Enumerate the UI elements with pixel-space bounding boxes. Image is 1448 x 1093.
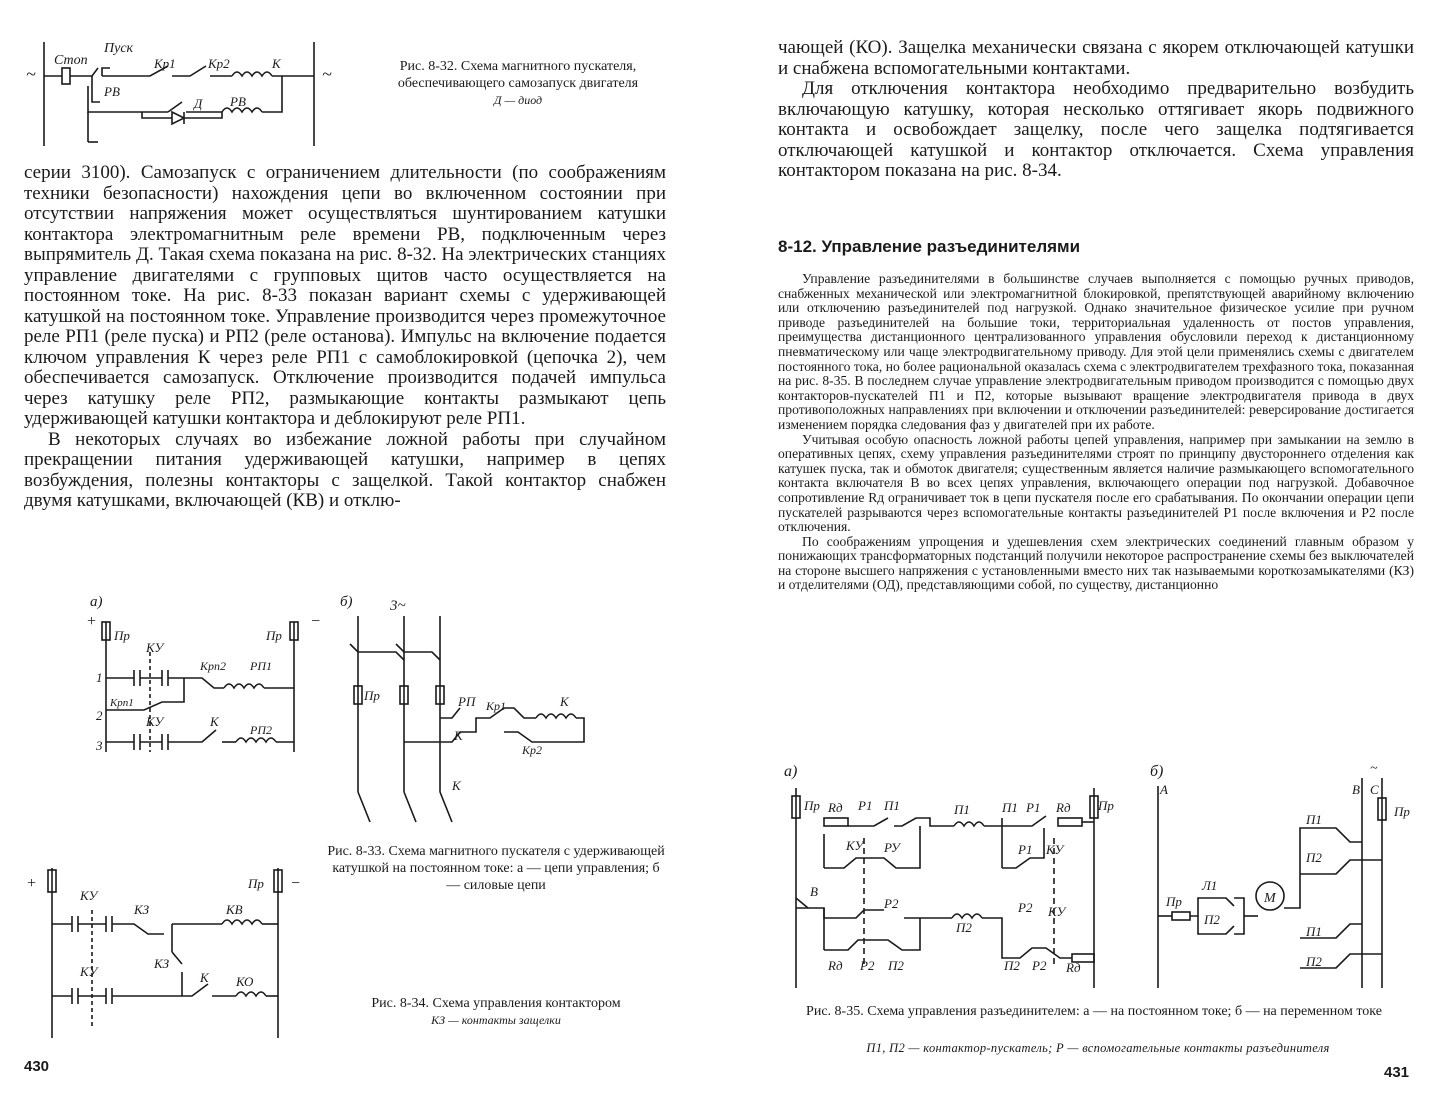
label-a: А bbox=[1160, 782, 1168, 797]
label-kz2: КЗ bbox=[154, 956, 170, 971]
label-kz1: КЗ bbox=[134, 902, 150, 917]
label-p1b: П1 bbox=[1306, 924, 1322, 939]
label-p1a: П1 bbox=[1306, 812, 1322, 827]
tilde-right: ~ bbox=[322, 64, 332, 84]
fig-8-33a-diagram bbox=[84, 592, 324, 762]
label-tilde: ~ bbox=[1370, 761, 1378, 776]
label-k-lower: К bbox=[452, 778, 461, 793]
label-l1: Л1 bbox=[1202, 878, 1218, 893]
label-pr-left: Пр bbox=[114, 628, 130, 643]
label-rd2: Rд bbox=[1056, 800, 1071, 815]
fig-8-35a-diagram bbox=[784, 758, 1114, 994]
panel-a-label: а) bbox=[784, 763, 798, 780]
label-rp1: РП1 bbox=[250, 659, 272, 673]
label-p2c: Р2 bbox=[860, 958, 875, 973]
label-v: В bbox=[810, 884, 818, 899]
label-pr-left: Пр bbox=[1166, 894, 1182, 909]
label-kp1: Кр1 bbox=[486, 699, 506, 713]
fig-8-34-diagram bbox=[22, 858, 312, 1044]
label-p2d: Р2 bbox=[1032, 958, 1047, 973]
label-rp2: РП2 bbox=[250, 723, 272, 737]
phase-label: 3~ bbox=[390, 598, 406, 614]
label-p1c: Р1 bbox=[1018, 842, 1033, 857]
label-ku1: КУ bbox=[146, 640, 164, 655]
label-kp2: Кр2 bbox=[522, 743, 542, 757]
node-3: 3 bbox=[96, 738, 103, 753]
label-start: Пуск bbox=[104, 41, 134, 56]
label-ko: КО bbox=[236, 974, 254, 989]
label-ku3: КУ bbox=[1048, 904, 1066, 919]
label-pp2c: П2 bbox=[1004, 958, 1020, 973]
fig-8-35-note: П1, П2 — контактор-пускатель; Р — вспомогательные контакты разъединителя bbox=[866, 1041, 1330, 1055]
left-paragraph-1: серии 3100). Самозапуск с ограничением длительности (по соображениям техники безопасности) нахождения цепи во включенном состоянии при отсутствии напряжения может осуществляться шунтированием катушки контактора электромагнитным реле времени РВ, подключенным через выпрямитель Д. Такая схема показана на рис. 8-32. На электрических станциях управление двигателями с групповых щитов часто осуществляется на постоянном токе. На рис. 8-33 показан вариант схемы с удерживающей катушкой на постоянном токе. Управление производится через промежуточное реле РП1 (реле пуска) и РП2 (реле останова). Импульс на включение подается ключом управления К через реле РП1 с самоблокировкой (цепочка 2), чем обеспечивается самозапуск. Отключение производится подачей импульса через катушку реле РП2, размыкающие контакты размыкают цепь удерживающей катушки контактора и деблокируют реле РП1. bbox=[24, 162, 666, 429]
fig-8-34-note: КЗ — контакты защелки bbox=[431, 1013, 561, 1027]
label-rv2: РВ bbox=[230, 94, 246, 109]
panel-b-label: б) bbox=[340, 594, 353, 610]
label-pr-left: Пр bbox=[804, 798, 820, 813]
small-paragraph-2: Учитывая особую опасность ложной работы цепей управления, например при замыкании на землю в оперативных цепях, схему управления разъединителями строят по принципу двустороннего отделения как катушек пуска, так и обмоток двигателя; существенным является наличие размыкающего вспомогательного контакта включателя В во всех цепях управления, включающего операции под нагрузкой. Добавочное сопротивление Rд ограничивает ток в цепи пускателя после его срабатывания. По окончании операции цепи пускателей разрываются через вспомогательные контакты разъединителей Р1 после включения и Р2 после отключения. bbox=[778, 431, 1414, 535]
left-body-text bbox=[24, 163, 666, 512]
right-paragraph-2: Для отключения контактора необходимо предварительно возбудить включающую катушку, которая несколько оттягивает якорь подвижного контакта и освобождает защелку, после чего защелка подтягивается отключающей катушкой и контактор отключается. Схема управления контактором показана на рис. 8-34. bbox=[778, 78, 1414, 181]
label-pp2b: П2 bbox=[888, 958, 904, 973]
label-kp1: Кр1 bbox=[154, 56, 176, 71]
plus-sign: + bbox=[26, 875, 37, 892]
right-small-text bbox=[778, 272, 1414, 593]
node-2: 2 bbox=[96, 708, 103, 723]
label-pp1b: П1 bbox=[954, 802, 970, 817]
label-rp: РП bbox=[458, 694, 476, 709]
label-k: К bbox=[272, 56, 281, 71]
fig-8-33b-diagram bbox=[336, 592, 606, 822]
fig-8-34-caption: Рис. 8-34. Схема управления контактором КЗ — контакты защелки bbox=[326, 995, 666, 1029]
fig-8-35-caption: Рис. 8-35. Схема управления разъединителем: а — на постоянном токе; б — на переменном токе bbox=[806, 1004, 1382, 1019]
label-p1b: Р1 bbox=[1026, 800, 1041, 815]
label-k-contact: К bbox=[454, 728, 463, 743]
label-pr-right: Пр bbox=[1394, 804, 1410, 819]
label-p2b: П2 bbox=[1306, 954, 1322, 969]
label-ku2: КУ bbox=[146, 714, 164, 729]
label-p2a: П2 bbox=[1306, 850, 1322, 865]
label-kv: КВ bbox=[226, 902, 243, 917]
right-page bbox=[724, 0, 1448, 1093]
label-rv1: РВ bbox=[104, 84, 120, 99]
label-pr-right: Пр bbox=[1098, 798, 1114, 813]
label-kpp2: Крп2 bbox=[200, 659, 226, 673]
label-pp1c: П1 bbox=[1002, 800, 1018, 815]
label-pp2a: П2 bbox=[956, 920, 972, 935]
label-p1a: Р1 bbox=[858, 798, 873, 813]
label-c: С bbox=[1370, 782, 1379, 797]
fig-8-32-caption: Рис. 8-32. Схема магнитного пускателя, обеспечивающего самозапуск двигателя Д — диод bbox=[370, 58, 666, 109]
minus-sign: − bbox=[310, 613, 321, 630]
label-ku2: КУ bbox=[1046, 842, 1064, 857]
fig-8-33-caption: Рис. 8-33. Схема магнитного пускателя с удерживающей катушкой на постоянном токе: а — цепи управления; б — силовые цепи bbox=[327, 844, 665, 893]
fig-8-32-diagram bbox=[22, 38, 362, 150]
node-1: 1 bbox=[96, 670, 103, 685]
left-paragraph-2: В некоторых случаях во избежание ложной работы при случайном прекращении питания удерживающей катушки, например в цепях возбуждения, полезны контакторы с защелкой. Такой контактор снабжен двумя катушками, включающей (КВ) и отклю- bbox=[24, 428, 666, 511]
label-pr-right: Пр bbox=[266, 628, 282, 643]
label-ku2: КУ bbox=[80, 964, 98, 979]
right-body-text bbox=[778, 38, 1414, 182]
label-k: К bbox=[210, 714, 219, 729]
label-p2: П2 bbox=[1204, 912, 1220, 927]
label-stop: Стоп bbox=[54, 53, 88, 68]
label-d: Д bbox=[194, 96, 203, 111]
label-p2a: Р2 bbox=[884, 896, 899, 911]
label-k: К bbox=[200, 970, 209, 985]
fig-8-35b-diagram bbox=[1150, 758, 1410, 994]
tilde-left: ~ bbox=[26, 64, 36, 84]
label-kp2: Кр2 bbox=[208, 56, 230, 71]
right-paragraph-1: чающей (КО). Защелка механически связана с якорем отключающей катушки и снабжена вспомогательными контактами. bbox=[778, 37, 1414, 79]
label-p2b: Р2 bbox=[1018, 900, 1033, 915]
small-paragraph-3: По соображениям упрощения и удешевления схем электрических соединений главным образом у понижающих трансформаторных подстанций получили некоторое распространение схемы без выключателей на стороне высшего напряжения с установленными вместо них так называемыми короткозамыкателями (КЗ) и отделителями (ОД), представляющими собой, по существу, дистанционно bbox=[778, 533, 1414, 593]
label-rd4: Rд bbox=[1066, 960, 1081, 975]
plus-sign: + bbox=[86, 613, 97, 630]
panel-a-label: а) bbox=[90, 594, 103, 610]
motor-label: М bbox=[1264, 891, 1276, 906]
minus-sign: − bbox=[290, 875, 301, 892]
label-kpp1: Крп1 bbox=[110, 697, 134, 709]
small-paragraph-1: Управление разъединителями в большинстве случаев выполняется с помощью ручных приводов, снабженных механической или электромагнитной блокировкой, препятствующей аварийному включению или отключению разъединителей под нагрузкой. Однако значительное физическое усилие при ручном приводе разъединителей на большие токи, территориальная удаленность от постов управления, преимущества дистанционного централизованного управления обусловили переход к дистанционному пневматическому или чаще электродвигательному приводу. Для этой цели применялись схемы с двигателем постоянного тока, но более рациональной оказалась схема с электродвигателем трехфазного тока, показанная на рис. 8-35. В последнем случае управление электродвигательным приводом производится с помощью двух контакторов-пускателей П1 и П2, которые вызывают вращение электродвигателя привода в двух противоположных направлениях при включении и отключении разъединителей: реверсирование достигается изменением порядка следования фаз у двигателей при их работе. bbox=[778, 271, 1414, 432]
label-pr: Пр bbox=[364, 688, 380, 703]
label-pr: Пр bbox=[248, 876, 264, 891]
section-heading: 8-12. Управление разъединителями bbox=[778, 237, 1081, 256]
label-ku1: КУ bbox=[846, 838, 864, 853]
page-number-left: 430 bbox=[24, 1058, 50, 1075]
page-number-right: 431 bbox=[1384, 1064, 1410, 1081]
label-k-coil: К bbox=[560, 694, 569, 709]
label-pp1a: П1 bbox=[884, 798, 900, 813]
label-ku1: КУ bbox=[80, 888, 98, 903]
label-ru: РУ bbox=[884, 840, 900, 855]
label-v: В bbox=[1352, 782, 1360, 797]
label-rd1: Rд bbox=[828, 800, 843, 815]
panel-b-label: б) bbox=[1150, 763, 1164, 780]
fig-8-32-note: Д — диод bbox=[493, 93, 543, 107]
label-rd3: Rд bbox=[828, 958, 843, 973]
